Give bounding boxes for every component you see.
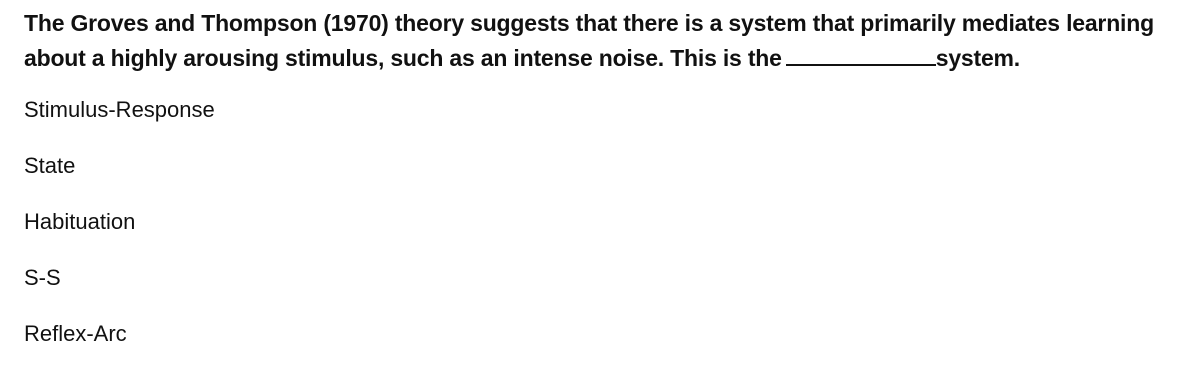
question-text-after-blank: system. xyxy=(935,45,1021,71)
answer-option-habituation[interactable]: Habituation xyxy=(24,209,136,234)
answer-option-s-s[interactable]: S-S xyxy=(24,265,61,290)
answer-option-stimulus-response[interactable]: Stimulus-Response xyxy=(24,97,215,122)
answer-option-state[interactable]: State xyxy=(24,153,76,178)
question-text xyxy=(24,6,1184,76)
question-text-before-blank: The Groves and Thompson (1970) theory suggests that there is a system that primarily mediates learning about a highly arousing stimulus, such as an intense noise. This is the xyxy=(24,10,1154,71)
answer-blank xyxy=(786,44,936,66)
answer-option-reflex-arc[interactable]: Reflex-Arc xyxy=(24,321,127,346)
answer-options-list xyxy=(24,96,215,376)
